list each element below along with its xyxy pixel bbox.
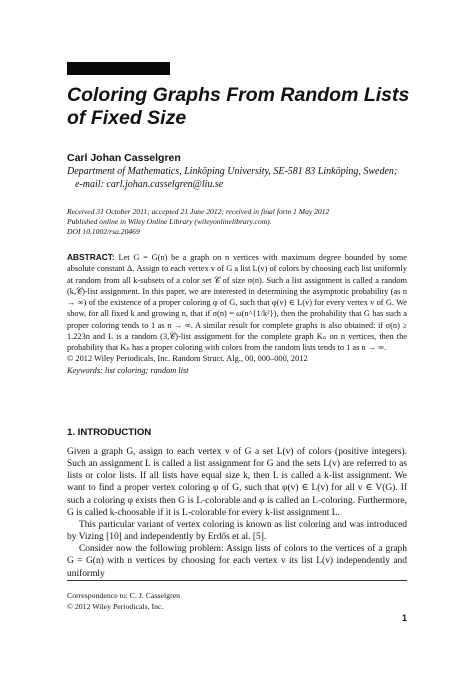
paper-title: Coloring Graphs From Random Lists of Fixed Size [67,84,410,129]
author-email: e-mail: carl.johan.casselgren@liu.se [75,178,224,190]
body-paragraph: Consider now the following problem: Assign lists of colors to the vertices of a graph G = G(n) with n vertices by choosing for each vertex v its list L(v) independently and uniformly [67,544,407,579]
header-bar-decoration [67,62,170,75]
published-online: Published online in Wiley Online Library (wileyonlinelibrary.com). [67,216,272,226]
page-number: 1 [401,613,407,623]
author-affiliation [67,166,427,191]
abstract-label: ABSTRACT: [67,252,115,262]
publication-history [67,207,427,236]
body-paragraph: Given a graph G, assign to each vertex v of G a set L(v) of colors (positive integers). Such an assignment L is called a list assignment for G and the sets L(v) are referred to as lists or color lists. If all lists have equal size k, then L is called a k-list assignment. We want to find a proper vertex coloring φ of G, such that φ(v) ∈ L(v) for all v ∈ V(G). If such a coloring φ exists then G is L-colorable and φ is called an L-coloring. Furthermore, G is called k-choosable if it is L-colorable for every k-list assignment L. [67,447,407,518]
affiliation-line: Department of Mathematics, Linköping University, SE-581 83 Linköping, Sweden; [67,166,398,177]
footnote-rule [67,580,407,581]
correspondence: Correspondence to: C. J. Casselgren [67,591,181,600]
abstract [67,252,407,365]
footnote-copyright: © 2012 Wiley Periodicals, Inc. [67,601,164,611]
section-heading: 1. INTRODUCTION [67,427,152,438]
keywords: Keywords: list coloring; random list [67,366,189,375]
footnote [67,591,180,612]
body-paragraph: This particular variant of vertex coloring is known as list coloring and was introduced by Vizing [10] and independently by Erdős et al. [5]. [67,519,407,543]
section-body [67,446,407,580]
doi: DOI 10.1002/rsa.20469 [67,226,140,236]
abstract-text: Let G = G(n) be a graph on n vertices with maximum degree bounded by some absolute constant Δ. Assign to each vertex v of G a list L(v) of colors by choosing each list uniformly at random from all k-subsets of a color set 𝒞 of size σ(n). Such a list assignment is called a random (k,𝒞)-list assignment. In this paper, we are interested in determining the asymptotic probability (as n → ∞) of the existence of a proper coloring φ of G, such that φ(v) ∈ L(v) for every vertex v of G. We show, for all fixed k and growing n, that if σ(n) = ω(n^{1/k²}), then the probability that G has such a proper coloring tends to 1 as n → ∞. A similar result for complete graphs is also obtained: if σ(n) ≥ 1.223n and L is a random (3,𝒞)-list assignment for the complete graph Kₙ on n vertices, then the probability that Kₙ has a proper coloring with colors from the random lists tends to 1 as n → ∞. [67,253,407,352]
abstract-copyright: © 2012 Wiley Periodicals, Inc. Random Struct. Alg., 00, 000–000, 2012 [67,354,308,364]
author-name: Carl Johan Casselgren [67,152,181,164]
received-dates: Received 31 October 2011; accepted 21 June 2012; received in final form 1 May 2012 [67,207,330,216]
